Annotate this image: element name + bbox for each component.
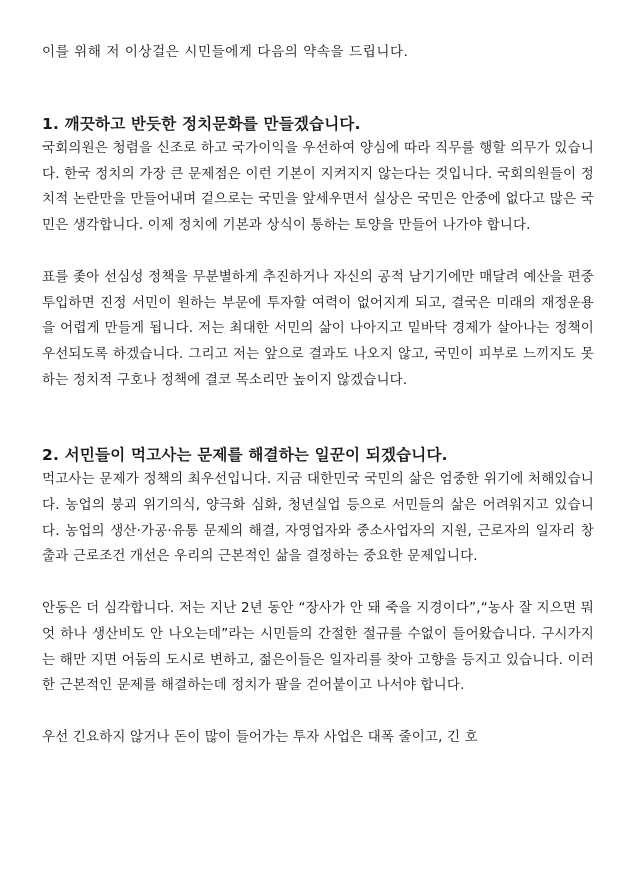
paragraph: 우선 긴요하지 않거나 돈이 많이 들어가는 투자 사업은 대폭 줄이고, 긴 호	[42, 728, 478, 745]
section-livelihood	[42, 443, 594, 750]
section-clean-politics	[42, 112, 594, 393]
paragraph: 표를 좇아 선심성 정책을 무분별하게 추진하거나 자신의 공적 남기기에만 매달려 예산을 편중 투입하면 진정 서민이 원하는 부문에 투자할 여력이 없어지게 되고, 결국은 미래의 재정운용을 어렵게 만들게 됩니다. 저는 최대한 서민의 삶이 나아지고 밑바닥 경제가 살아나는 정책이 우선되도록 하겠습니다. 그리고 저는 앞으로 결과도 나오지 않고, 국민이 피부로 느끼지도 못하는 정치적 구호나 정책에 결코 목소리만 높이지 않겠습니다.	[42, 268, 594, 388]
section-title: 2. 서민들이 먹고사는 문제를 해결하는 일꾼이 되겠습니다.	[42, 446, 448, 465]
paragraph: 안동은 더 심각합니다. 저는 지난 2년 동안 “장사가 안 돼 죽을 지경이다”,“농사 잘 지으면 뭐엇 하나 생산비도 안 나오는데”라는 시민들의 간절한 절규를 수없이 들어왔습니다. 구시가지는 해만 지면 어둠의 도시로 변하고, 젊은이들은 일자리를 찾아 고향을 등지고 있습니다. 이러한 근본적인 문제를 해결하는데 정치가 팔을 걷어붙이고 나서야 합니다.	[42, 600, 594, 694]
document-page	[42, 40, 594, 751]
paragraph: 국회의원은 청렴을 신조로 하고 국가이익을 우선하여 양심에 따라 직무를 행할 의무가 있습니다. 한국 정치의 가장 큰 문제점은 이런 기본이 지켜지지 않는다는 것입니다. 국회의원들이 정치적 논란만을 만들어내며 겉으로는 국민을 앞세우면서 실상은 국민은 안중에 없다고 많은 국민은 생각합니다. 이제 정치에 기본과 상식이 통하는 토양을 만들어 나가야 합니다.	[42, 140, 594, 234]
paragraph: 먹고사는 문제가 정책의 최우선입니다. 지금 대한민국 국민의 삶은 엄중한 위기에 처해있습니다. 농업의 붕괴 위기의식, 양극화 심화, 청년실업 등으로 서민들의 삶은 어려워지고 있습니다. 농업의 생산·가공·유통 문제의 해결, 자영업자와 중소사업자의 지원, 근로자의 일자리 창출과 근로조건 개선은 우리의 근본적인 삶을 결정하는 중요한 문제입니다.	[42, 471, 594, 565]
intro-text: 이를 위해 저 이상걸은 시민들에게 다음의 약속을 드립니다.	[42, 44, 409, 60]
section-title: 1. 깨끗하고 반듯한 정치문화를 만들겠습니다.	[42, 115, 361, 133]
